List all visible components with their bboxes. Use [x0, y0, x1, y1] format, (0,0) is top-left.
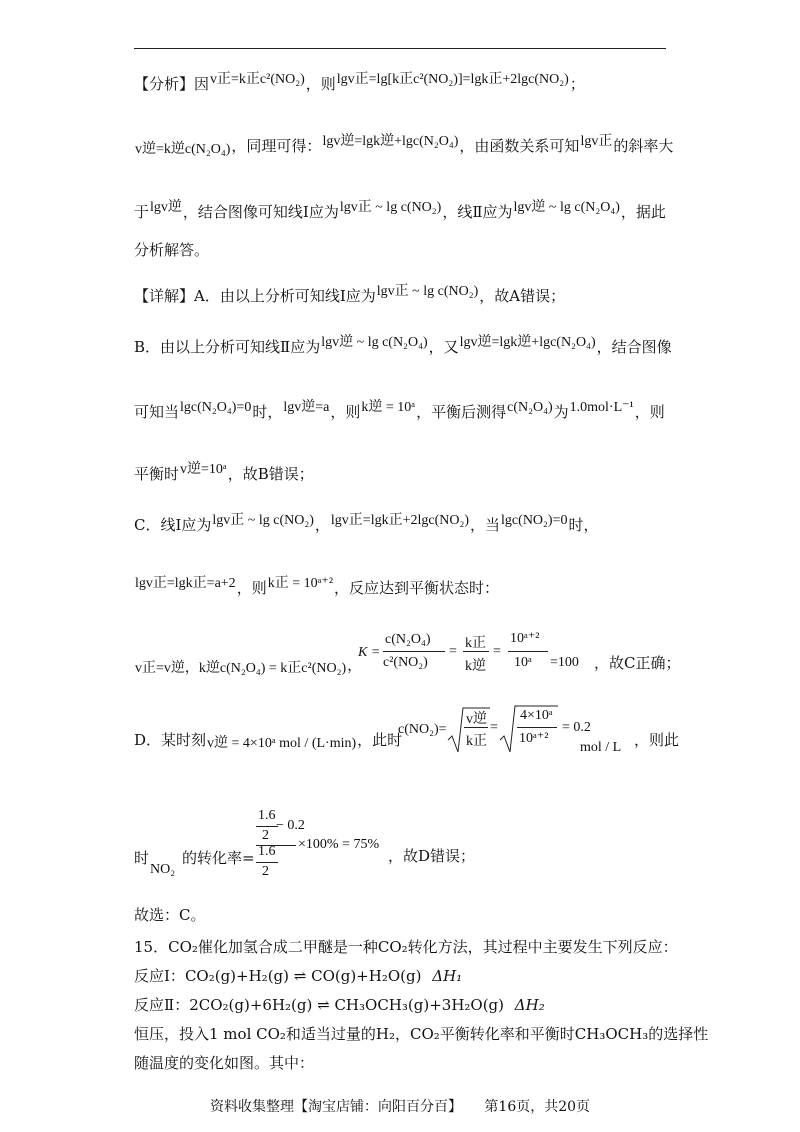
text: ，同理可得：	[231, 137, 322, 155]
fraction-bar	[463, 651, 489, 652]
reaction-equation: 2CO₂(g)+6H₂(g) ⇌ CH₃OCH₃(g)+3H₂O(g)	[189, 996, 505, 1014]
reaction-equation: CO₂(g)+H₂(g) ⇌ CO(g)+H₂O(g)	[184, 967, 422, 985]
detail-b-line-2	[134, 398, 665, 422]
fraction-numerator: 10ᵃ⁺²	[510, 631, 540, 646]
formula: v逆 = 4×10ᵃ mol / (L·min)	[207, 736, 357, 751]
text: 时，	[252, 403, 283, 421]
formula: lgv逆=a	[283, 400, 330, 415]
fraction-numerator: k正	[465, 636, 486, 651]
k-symbol: K =	[358, 645, 381, 660]
enthalpy-symbol: ΔH₂	[514, 996, 545, 1014]
equals-sign: =	[449, 644, 457, 659]
text: ，则	[330, 403, 361, 421]
header-rule	[134, 48, 666, 49]
equals-sign: =	[493, 644, 501, 659]
formula: lgv正=lg[k正c²(NO₂)]=lgk正+2lgc(NO₂)	[336, 72, 569, 87]
detail-d-line-2	[134, 848, 149, 868]
text: ，线Ⅱ应为	[442, 203, 513, 221]
text: ，则	[305, 75, 336, 93]
fraction-denominator: 10ᵃ	[514, 655, 532, 670]
nested-numerator: 1.6	[258, 844, 276, 859]
text: ，则此	[634, 731, 680, 749]
text: 可知当	[134, 403, 180, 421]
text: ，此时	[357, 731, 403, 749]
formula: lgv逆=lgk逆+lgc(N₂O₄)	[459, 335, 596, 350]
formula: v正=v逆，k逆c(N₂O₄) = k正c²(NO₂)	[135, 661, 347, 676]
fraction-denominator: k逆	[465, 659, 486, 674]
text: 为	[553, 403, 569, 421]
analysis-label: 【分析】因	[134, 75, 210, 93]
text: ，故C正确；	[594, 654, 681, 672]
text: ，	[314, 516, 330, 534]
analysis-line-3	[134, 198, 666, 222]
text: 时，	[568, 516, 599, 534]
text: 分析解答。	[134, 241, 210, 259]
analysis-line-4	[134, 240, 209, 260]
text: B．由以上分析可知线Ⅱ应为	[134, 338, 321, 356]
text: ，结合图像	[596, 338, 672, 356]
detail-b-line-3	[134, 460, 314, 484]
q15-reaction-1	[134, 966, 462, 986]
page-footer	[0, 1096, 800, 1116]
fraction-bar	[383, 651, 445, 652]
formula: k正 = 10ᵃ⁺²	[267, 576, 334, 591]
fraction-bar	[256, 826, 278, 827]
detail-label: 【详解】A．由以上分析可知线Ⅰ应为	[134, 287, 376, 305]
detail-b-line-1	[134, 333, 672, 357]
formula: lgc(N₂O₄)=0	[180, 400, 252, 415]
text: ，又	[428, 338, 459, 356]
subscript-species: NO₂	[150, 862, 176, 877]
text: D．某时刻	[134, 731, 207, 749]
reaction-label: 反应Ⅰ：	[134, 967, 185, 985]
subtract-term: − 0.2	[276, 818, 305, 833]
text: ，平衡后测得	[416, 403, 507, 421]
answer-text: 故选：C。	[134, 906, 206, 924]
answer	[134, 905, 205, 925]
page-number: 第16页，共20页	[484, 1099, 591, 1115]
fraction-bar	[508, 651, 548, 652]
formula: lgv正=lgk正+2lgc(NO₂)	[330, 513, 470, 528]
reaction-label: 反应Ⅱ：	[134, 996, 190, 1014]
formula: lgv正 ~ lg c(NO₂)	[339, 200, 442, 215]
result: = 0.2	[562, 720, 591, 735]
text: ；	[569, 75, 585, 93]
q15-line-5	[134, 1053, 314, 1073]
text: 的斜率大	[613, 137, 674, 155]
fraction-bar	[517, 727, 557, 728]
formula: lgv正	[580, 134, 613, 149]
text: ，当	[470, 516, 501, 534]
formula: v正=k正c²(NO₂)	[210, 72, 305, 87]
fraction-bar	[256, 862, 278, 863]
formula: v逆=10ᵃ	[180, 462, 227, 477]
nested-denominator: 2	[262, 828, 269, 843]
text: ，据此	[620, 203, 666, 221]
radical-denominator: k正	[466, 734, 487, 749]
formula: lgv逆	[150, 200, 182, 215]
text: 平衡时	[134, 465, 180, 483]
formula: lgv逆 ~ lg c(N₂O₄)	[321, 335, 428, 350]
text: ，故A错误；	[479, 287, 566, 305]
text: ，则	[236, 579, 267, 597]
footer-source: 资料收集整理【淘宝店铺：向阳百分百】	[209, 1099, 462, 1115]
formula: k逆 = 10ᵃ	[361, 400, 416, 415]
text: 的转化率=	[182, 849, 255, 867]
unit: mol / L	[580, 740, 622, 755]
radical-numerator: 4×10ᵃ	[520, 708, 553, 723]
text: ，由函数关系可知	[459, 137, 580, 155]
nested-denominator: 2	[262, 864, 269, 879]
text: 于	[134, 203, 150, 221]
result: =100	[550, 655, 579, 670]
result: ×100% = 75%	[298, 837, 380, 852]
enthalpy-symbol: ΔH₁	[432, 967, 463, 985]
analysis-line-1	[134, 70, 585, 94]
question-text: 15．CO₂催化加氢合成二甲醚是一种CO₂转化方法，其过程中主要发生下列反应：	[134, 938, 678, 956]
detail-c-line-3	[134, 655, 362, 679]
nested-numerator: 1.6	[258, 808, 276, 823]
q15-line-1	[134, 937, 678, 957]
q15-reaction-2	[134, 995, 545, 1015]
detail-a	[134, 282, 565, 306]
text: ，则	[634, 403, 665, 421]
text: ，故B错误；	[227, 465, 314, 483]
formula: c(N₂O₄)	[507, 400, 553, 415]
equals-sign: =	[490, 720, 498, 735]
formula: lgv正 ~ lg c(NO₂)	[376, 284, 479, 299]
question-text: 随温度的变化如图。其中：	[134, 1054, 315, 1072]
fraction-numerator: c(N₂O₄)	[385, 632, 431, 647]
text: ，反应达到平衡状态时：	[334, 579, 500, 597]
fraction-denominator: c²(NO₂)	[383, 655, 428, 670]
formula: lgv逆 ~ lg c(N₂O₄)	[513, 200, 620, 215]
text: ，	[347, 656, 363, 674]
text: 时	[134, 849, 150, 867]
text: ，结合图像可知线Ⅰ应为	[182, 203, 339, 221]
detail-c-line-1	[134, 511, 599, 535]
fraction-bar	[464, 727, 488, 728]
formula: lgc(NO₂)=0	[501, 513, 568, 528]
q15-line-4	[134, 1024, 708, 1044]
formula: lgv逆=lgk逆+lgc(N₂O₄)	[322, 134, 459, 149]
question-text: 恒压，投入1 mol CO₂和适当过量的H₂，CO₂平衡转化率和平衡时CH₃OCH₃的选择性	[134, 1025, 709, 1043]
formula: lgv正 ~ lg c(NO₂)	[212, 513, 314, 528]
formula: 1.0mol·L⁻¹	[569, 400, 634, 415]
radical-denominator: 10ᵃ⁺²	[519, 731, 549, 746]
detail-d-line-1	[134, 730, 402, 754]
text: C．线Ⅰ应为	[134, 516, 212, 534]
detail-c-line-2	[134, 574, 499, 598]
text: ，故D错误；	[388, 847, 476, 865]
formula: c(NO₂)=	[398, 722, 447, 737]
radical-numerator: v逆	[466, 712, 487, 727]
formula: v逆=k逆c(N₂O₄)	[135, 142, 231, 157]
analysis-line-2	[134, 132, 673, 160]
formula: lgv正=lgk正=a+2	[135, 576, 236, 591]
